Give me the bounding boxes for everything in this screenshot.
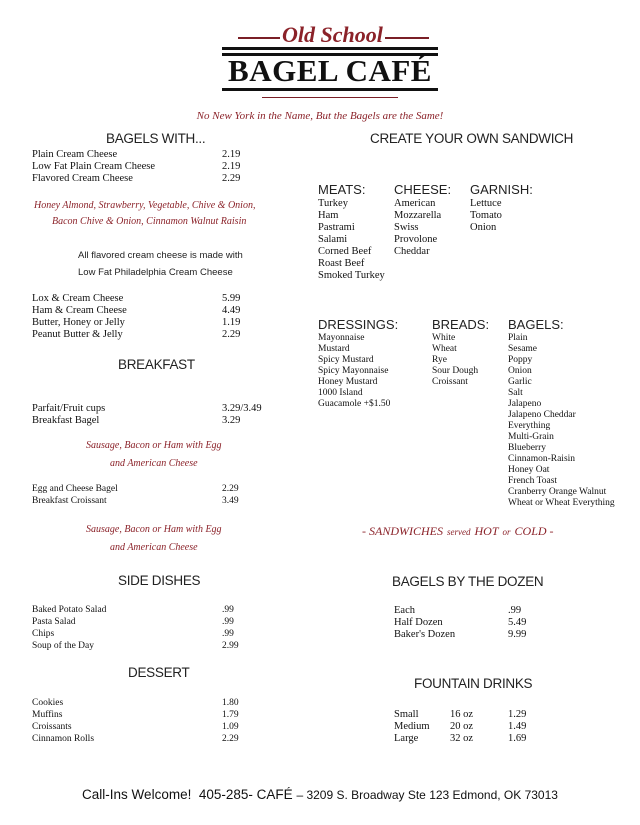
list-item: Breakfast Croissant 3.49	[32, 496, 239, 506]
list-item: Sour Dough	[432, 366, 479, 376]
list-item: Medium 20 oz 1.49	[394, 721, 527, 732]
list-item: Plain	[508, 333, 528, 343]
list-item: Everything	[508, 421, 551, 431]
list-item: Jalapeno Cheddar	[508, 410, 576, 420]
list-item: Salt	[508, 388, 523, 398]
footer-callins: Call-Ins Welcome!	[82, 787, 192, 802]
list-item: Multi-Grain	[508, 432, 554, 442]
list-item: Baked Potato Salad .99	[32, 605, 234, 615]
drinks-list	[394, 709, 594, 745]
list-item: Honey Mustard	[318, 377, 378, 387]
list-item: Lox & Cream Cheese 5.99	[32, 293, 241, 304]
breakfast-heading: BREAKFAST	[118, 357, 195, 372]
footer-address: – 3209 S. Broadway Ste 123 Edmond, OK 73013	[296, 788, 558, 802]
list-item: Mozzarella	[394, 210, 442, 221]
list-item: Chips .99	[32, 629, 234, 639]
dozen-list	[394, 605, 594, 641]
cheese-list	[394, 198, 441, 258]
garnish-label: GARNISH:	[470, 182, 533, 197]
breakfast-note-2a: Sausage, Bacon or Ham with Egg	[86, 524, 222, 535]
list-item: Spicy Mustard	[318, 355, 374, 365]
list-item: Ham & Cream Cheese 4.49	[32, 305, 241, 316]
bagels-list	[508, 333, 615, 509]
list-item: Onion	[470, 222, 497, 233]
list-item: Provolone	[394, 234, 438, 245]
breakfast-note-1b: and American Cheese	[110, 458, 198, 469]
list-item: Cinnamon-Raisin	[508, 454, 576, 464]
breads-label: BREADS:	[432, 317, 490, 332]
list-item: Plain Cream Cheese 2.19	[32, 149, 241, 160]
list-item: Cranberry Orange Walnut	[508, 487, 607, 497]
cheese-label: CHEESE:	[394, 182, 452, 197]
bagels-label: BAGELS:	[508, 317, 564, 332]
meats-label: MEATS:	[318, 182, 366, 197]
list-item: Cookies 1.80	[32, 698, 239, 708]
cream-cheese-note-2: Low Fat Philadelphia Cream Cheese	[78, 267, 233, 278]
list-item: Lettuce	[470, 198, 502, 209]
list-item: Honey Oat	[508, 465, 550, 475]
list-item: Poppy	[508, 355, 533, 365]
list-item: Garlic	[508, 377, 532, 387]
breakfast-note-1a: Sausage, Bacon or Ham with Egg	[86, 440, 222, 451]
served-part-3: HOT	[474, 524, 499, 538]
list-item: Smoked Turkey	[318, 270, 385, 281]
list-item: Croissants 1.09	[32, 722, 239, 732]
list-item: Spicy Mayonnaise	[318, 366, 389, 376]
footer-cafe: CAFÉ	[256, 787, 293, 802]
side-dishes-list	[32, 605, 282, 653]
list-item: Each .99	[394, 605, 522, 616]
list-item: Muffins 1.79	[32, 710, 239, 720]
list-item: Cheddar	[394, 246, 430, 257]
list-item: Parfait/Fruit cups 3.29/3.49	[32, 403, 262, 414]
list-item: Salami	[318, 234, 348, 245]
header-script-title: Old School	[282, 22, 383, 47]
header-rule-bottom	[262, 97, 398, 98]
served-part-5: COLD -	[514, 524, 554, 538]
list-item: Rye	[432, 355, 447, 365]
list-item: Onion	[508, 366, 532, 376]
list-item: Small 16 oz 1.29	[394, 709, 527, 720]
list-item: Blueberry	[508, 443, 546, 453]
list-item: Mustard	[318, 344, 350, 354]
list-item: Swiss	[394, 222, 419, 233]
flavors-line2: Bacon Chive & Onion, Cinnamon Walnut Raisin	[52, 216, 247, 227]
breakfast-list	[32, 403, 282, 427]
served-part-4: or	[502, 527, 511, 537]
breakfast-list-2	[32, 484, 282, 508]
list-item: Sesame	[508, 344, 538, 354]
list-item: Baker's Dozen 9.99	[394, 629, 527, 640]
footer-phone: 405-285-	[198, 787, 253, 802]
meats-list	[318, 198, 385, 282]
list-item: Pasta Salad .99	[32, 617, 234, 627]
header-tagline: No New York in the Name, But the Bagels are the Same!	[196, 110, 444, 122]
bagels-with-list-2	[32, 293, 262, 341]
list-item: Guacamole +$1.50	[318, 399, 391, 409]
list-item: Mayonnaise	[318, 333, 365, 343]
list-item: Wheat	[432, 344, 457, 354]
list-item: Corned Beef	[318, 246, 372, 257]
list-item: Pastrami	[318, 222, 355, 233]
list-item: Wheat or Wheat Everything	[508, 498, 615, 508]
list-item: Croissant	[432, 377, 468, 387]
list-item: Egg and Cheese Bagel 2.29	[32, 484, 239, 494]
bagels-with-heading: BAGELS WITH...	[106, 131, 206, 146]
header-rule-right	[385, 37, 429, 39]
header-title: BAGEL CAFÉ	[228, 53, 432, 88]
header-bar-1	[222, 47, 438, 50]
list-item: Jalapeno	[508, 399, 542, 409]
list-item: Ham	[318, 210, 339, 221]
list-item: Flavored Cream Cheese 2.29	[32, 173, 241, 184]
list-item: Large 32 oz 1.69	[394, 733, 527, 744]
served-hot-cold	[362, 522, 554, 540]
list-item: Soup of the Day 2.99	[32, 641, 239, 651]
list-item: Butter, Honey or Jelly 1.19	[32, 317, 241, 328]
dressings-list	[318, 333, 390, 410]
garnish-list	[470, 198, 502, 234]
list-item: Cinnamon Rolls 2.29	[32, 734, 239, 744]
list-item: Tomato	[470, 210, 502, 221]
list-item: Peanut Butter & Jelly 2.29	[32, 329, 241, 340]
sandwich-heading: CREATE YOUR OWN SANDWICH	[370, 131, 574, 146]
list-item: Half Dozen 5.49	[394, 617, 527, 628]
drinks-heading: FOUNTAIN DRINKS	[414, 676, 533, 691]
dressings-label: DRESSINGS:	[318, 317, 399, 332]
dessert-heading: DESSERT	[128, 665, 190, 680]
served-part-2: served	[447, 527, 471, 537]
list-item: Turkey	[318, 198, 348, 209]
header-rule-left	[238, 37, 280, 39]
list-item: Low Fat Plain Cream Cheese 2.19	[32, 161, 241, 172]
flavors-line1: Honey Almond, Strawberry, Vegetable, Chive & Onion,	[34, 200, 256, 211]
list-item: Breakfast Bagel 3.29	[32, 415, 241, 426]
dozen-heading: BAGELS BY THE DOZEN	[392, 574, 544, 589]
breads-list	[432, 333, 478, 388]
list-item: White	[432, 333, 456, 343]
bagels-with-list	[32, 149, 262, 185]
list-item: American	[394, 198, 436, 209]
header-bar-3	[222, 88, 438, 91]
breakfast-note-2b: and American Cheese	[110, 542, 198, 553]
list-item: French Toast	[508, 476, 558, 486]
served-part-1: - SANDWICHES	[362, 524, 443, 538]
footer	[0, 787, 640, 802]
cream-cheese-note-1: All flavored cream cheese is made with	[78, 250, 243, 261]
list-item: 1000 Island	[318, 388, 363, 398]
dessert-list	[32, 698, 282, 746]
side-dishes-heading: SIDE DISHES	[118, 573, 201, 588]
list-item: Roast Beef	[318, 258, 365, 269]
